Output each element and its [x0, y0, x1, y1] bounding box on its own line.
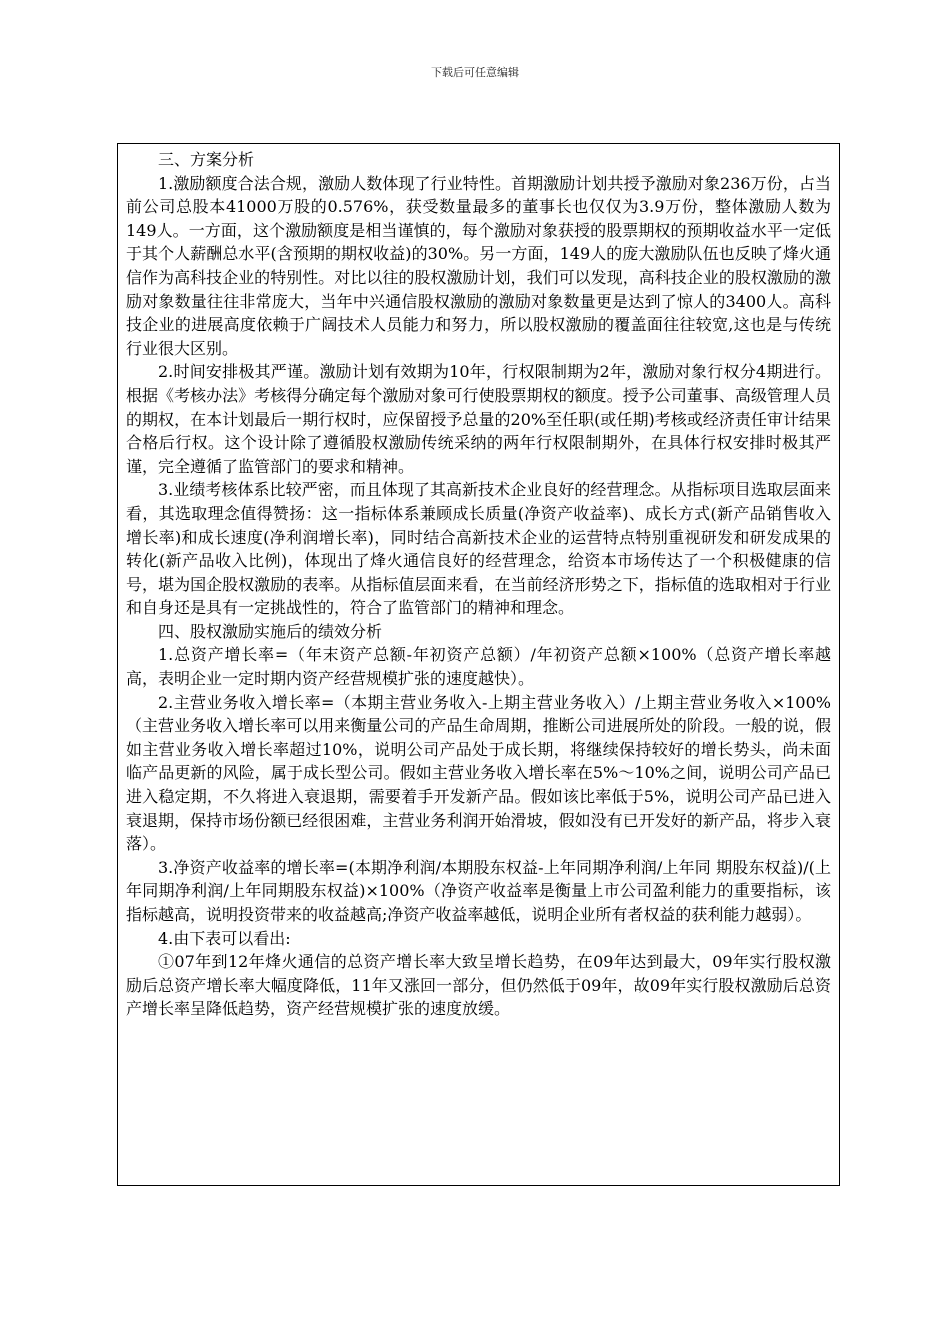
content-frame	[117, 143, 840, 1186]
section-heading-3: 三、方案分析	[158, 150, 255, 169]
page-header: 下载后可任意编辑	[431, 66, 519, 79]
section-heading-4: 四、股权激励实施后的绩效分析	[158, 621, 383, 641]
paragraph-total-asset-growth: 1.总资产增长率=（年末资产总额-年初资产总额）/年初资产总额×100%（总资产增长率越高，表明企业一定时期内资产经营规模扩张的速度越快）。	[126, 645, 831, 689]
paragraph-roe-growth: 3.净资产收益率的增长率=(本期净利润/本期股东权益-上年同期净利润/上年同 期股东权益)/(上年同期净利润/上年同期股东权益)×100%（净资产收益率是衡量上市公司盈利能力的重要指标，该指标越高，说明投资带来的收益越高;净资产收益率越低，说明企业所有者权益的获利能力越弱）。	[126, 857, 831, 924]
paragraph-time-arrangement: 2.时间安排极其严谨。激励计划有效期为10年，行权限制期为2年，激励对象行权分4期进行。根据《考核办法》考核得分确定每个激励对象可行使股票期权的额度。授予公司董事、高级管理人员的期权，在本计划最后一期行权时，应保留授予总量的20%至任职(或任期)考核或经济责任审计结果合格后行权。这个设计除了遵循股权激励传统采纳的两年行权限制期外，在具体行权安排时极其严谨，完全遵循了监管部门的要求和精神。	[126, 362, 831, 476]
paragraph-incentive-amount: 1.激励额度合法合规，激励人数体现了行业特性。首期激励计划共授予激励对象236万份，占当前公司总股本41000万股的0.576%，获受数量最多的董事长也仅仅为3.9万份，整体激励人数为149人。一方面，这个激励额度是相当谨慎的，每个激励对象获授的股票期权的预期收益水平一定低于其个人薪酬总水平(含预期的期权收益)的30%。另一方面，149人的庞大激励队伍也反映了烽火通信作为高科技企业的特别性。对比以往的股权激励计划，我们可以发现，高科技企业的股权激励的激励对象数量往往非常庞大，当年中兴通信股权激励的激励对象数量更是达到了惊人的3400人。高科技企业的进展高度依赖于广阔技术人员能力和努力，所以股权激励的覆盖面往往较宽,这也是与传统行业很大区别。	[126, 173, 831, 358]
paragraph-performance-assessment: 3.业绩考核体系比较严密，而且体现了其高新技术企业良好的经营理念。从指标项目选取层面来看，其选取理念值得赞扬：这一指标体系兼顾成长质量(净资产收益率)、成长方式(新产品销售收入增长率)和成长速度(净利润增长率)，同时结合高新技术企业的运营特点特别重视研发和研发成果的转化(新产品收入比例)，体现出了烽火通信良好的经营理念，给资本市场传达了一个积极健康的信号，堪为国企股权激励的表率。从指标值层面来看，在当前经济形势之下，指标值的选取相对于行业和自身还是具有一定挑战性的，符合了监管部门的精神和理念。	[126, 480, 831, 618]
paragraph-asset-trend: ①07年到12年烽火通信的总资产增长率大致呈增长趋势，在09年达到最大，09年实行股权激励后总资产增长率大幅度降低，11年又涨回一部分，但仍然低于09年，故09年实行股权激励后总资产增长率呈降低趋势，资产经营规模扩张的速度放缓。	[126, 952, 831, 1019]
paragraph-table-intro: 4.由下表可以看出:	[158, 928, 291, 948]
paragraph-revenue-growth: 2.主营业务收入增长率=（本期主营业务收入-上期主营业务收入）/上期主营业务收入×100%（主营业务收入增长率可以用来衡量公司的产品生命周期，推断公司进展所处的阶段。一般的说，假如主营业务收入增长率超过10%，说明公司产品处于成长期，将继续保持较好的增长势头，尚未面临产品更新的风险，属于成长型公司。假如主营业务收入增长率在5%～10%之间，说明公司产品已进入稳定期，不久将进入衰退期，需要着手开发新产品。假如该比率低于5%，说明公司产品已进入衰退期，保持市场份额已经很困难，主营业务利润开始滑坡，假如没有已开发好的新产品，将步入衰落）。	[126, 692, 831, 854]
